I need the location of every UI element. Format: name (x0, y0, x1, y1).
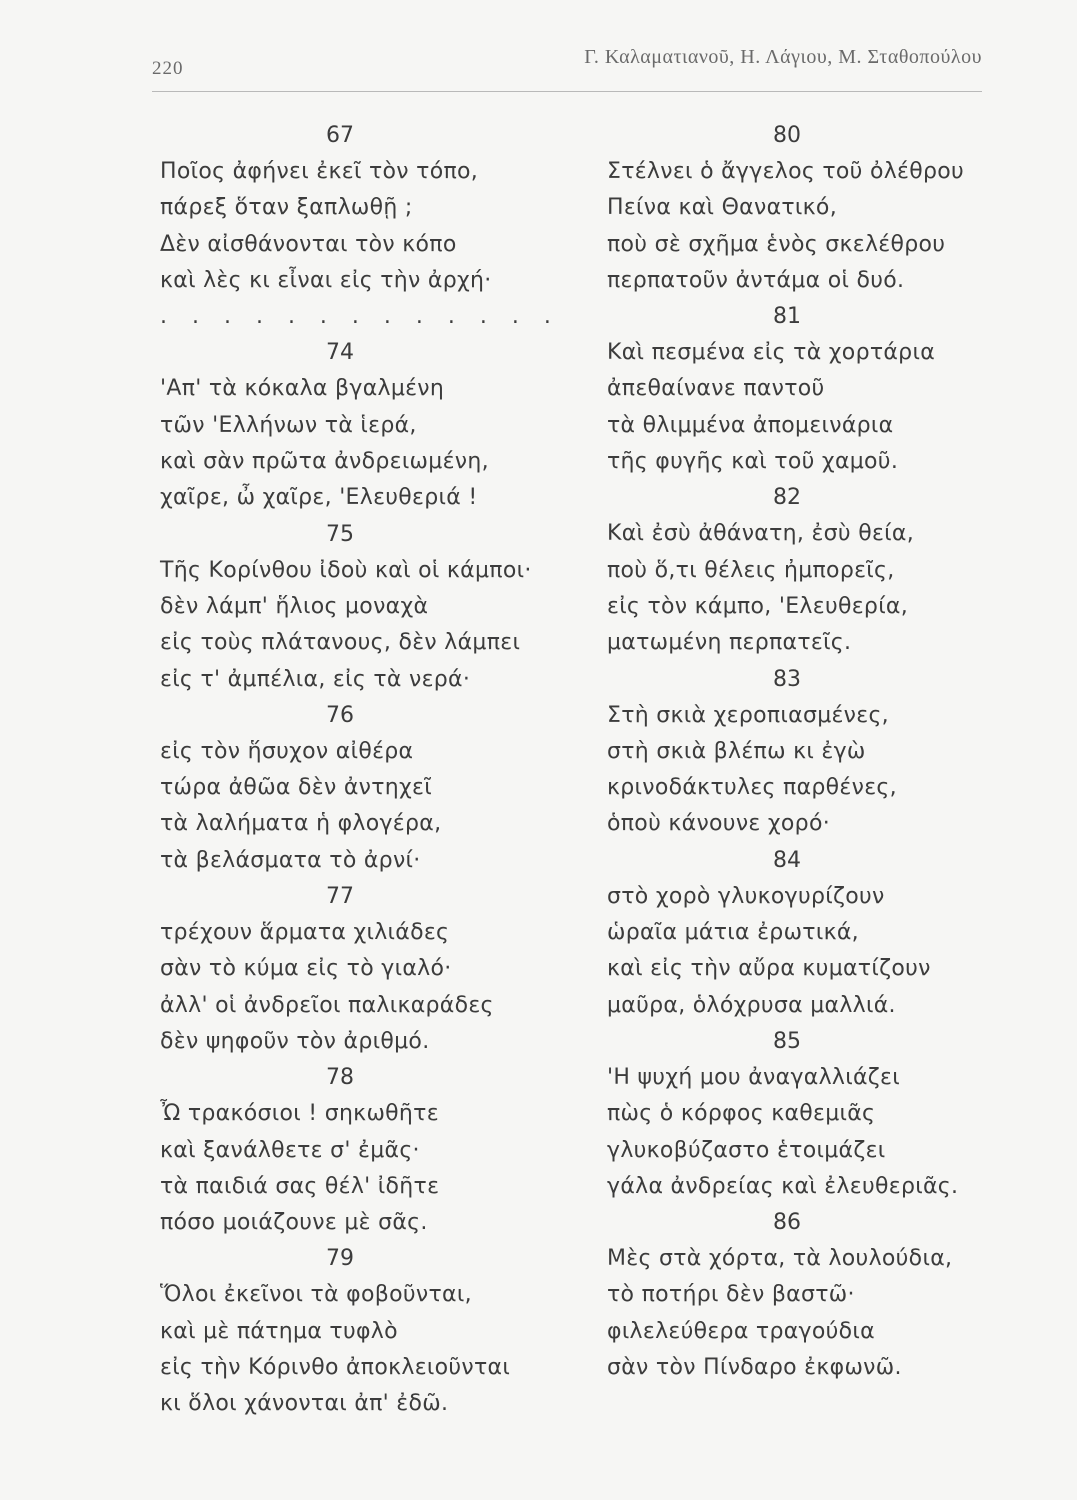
right-column (607, 118, 1007, 1386)
verse-line: ἀπεθαίνανε παντοῦ (607, 376, 825, 402)
verse-line: ποὺ ὅ,τι θέλεις ἠμπορεῖς, (607, 557, 895, 583)
verse-line: φιλελεύθερα τραγούδια (607, 1318, 875, 1344)
verse-line: εἰς τοὺς πλάτανους, δὲν λάμπει (160, 630, 521, 656)
stanza-82 (607, 480, 1007, 661)
verse-line: ἀλλ' οἱ ἀνδρεῖοι παλικαράδες (160, 992, 494, 1018)
verse-line: σὰν τὸν Πίνδαρο ἐκφωνῶ. (607, 1355, 902, 1381)
stanza-number: 67 (326, 123, 354, 148)
verse-line: Καὶ πεσμένα εἰς τὰ χορτάρια (607, 340, 935, 366)
stanza-number: 83 (773, 666, 801, 692)
verse-line: Στέλνει ὁ ἄγγελος τοῦ ὀλέθρου (607, 159, 965, 184)
omission-dots: . . . . . . . . . . . . . (160, 304, 560, 330)
verse-line: εἰς τὴν Κόρινθο ἀποκλειοῦνται (160, 1355, 511, 1381)
stanza-84 (607, 843, 1007, 1024)
verse-line: 'Η ψυχή μου ἀναγαλλιάζει (607, 1064, 900, 1090)
header-rule (152, 91, 982, 92)
stanza-79 (160, 1241, 560, 1422)
verse-line: τρέχουν ἅρματα χιλιάδες (160, 920, 450, 946)
stanza-80 (607, 118, 1007, 299)
verse-line: στὸ χορὸ γλυκογυρίζουν (607, 883, 885, 909)
stanza-83 (607, 662, 1007, 843)
verse-line: τὸ ποτήρι δὲν βαστῶ· (607, 1282, 855, 1308)
stanza-number: 80 (773, 123, 801, 148)
verse-line: εἰς τὸν κάμπο, 'Ελευθερία, (607, 593, 909, 619)
verse-line: ὡραῖα μάτια ἐρωτικά, (607, 920, 859, 946)
verse-line: κρινοδάκτυλες παρθένες, (607, 775, 897, 801)
verse-line: τὰ βελάσματα τὸ ἀρνί· (160, 847, 421, 873)
verse-line: Πείνα καὶ Θανατικό, (607, 195, 837, 221)
verse-line: δὲν λάμπ' ἥλιος μοναχὰ (160, 593, 429, 619)
verse-line: τὰ θλιμμένα ἀπομεινάρια (607, 412, 894, 438)
verse-line: καὶ λὲς κι εἶναι εἰς τὴν ἀρχή· (160, 267, 492, 293)
verse-line: κι ὅλοι χάνονται ἀπ' ἐδῶ. (160, 1391, 449, 1417)
verse-line: σὰν τὸ κύμα εἰς τὸ γιαλό· (160, 956, 452, 982)
verse-line: καὶ εἰς τὴν αὔρα κυματίζουν (607, 956, 931, 982)
stanza-number: 85 (773, 1028, 801, 1054)
verse-line: τώρα ἀθῶα δὲν ἀντηχεῖ (160, 775, 432, 801)
verse-line: Στὴ σκιὰ χεροπιασμένες, (607, 702, 889, 728)
stanza-85 (607, 1024, 1007, 1205)
verse-line: στὴ σκιὰ βλέπω κι ἐγὼ (607, 738, 866, 764)
verse-line: πάρεξ ὅταν ξαπλωθῇ ; (160, 195, 413, 221)
verse-line: Καὶ ἐσὺ ἀθάνατη, ἐσὺ θεία, (607, 521, 915, 547)
verse-line: καὶ ξανάλθετε σ' ἐμᾶς· (160, 1137, 420, 1163)
verse-line: εἰς τὸν ἥσυχον αἰθέρα (160, 738, 414, 764)
verse-line: ποὺ σὲ σχῆμα ἑνὸς σκελέθρου (607, 231, 946, 257)
stanza-78 (160, 1060, 560, 1241)
stanza-number: 82 (773, 485, 801, 511)
verse-line: καὶ σὰν πρῶτα ἀνδρειωμένη, (160, 449, 489, 475)
verse-line: 'Απ' τὰ κόκαλα βγαλμένη (160, 376, 445, 402)
verse-line: πόσο μοιάζουνε μὲ σᾶς. (160, 1210, 428, 1236)
page-header (152, 42, 982, 82)
verse-line: Ὦ τρακόσιοι ! σηκωθῆτε (160, 1101, 439, 1127)
verse-line: τὰ παιδιά σας θέλ' ἰδῆτε (160, 1173, 440, 1199)
verse-line: γάλα ἀνδρείας καὶ ἐλευθεριᾶς. (607, 1173, 959, 1199)
verse-line: γλυκοβύζαστο ἑτοιμάζει (607, 1137, 886, 1163)
running-head: Γ. Καλαματιανοῦ, Η. Λάγιου, Μ. Σταθοπούλου (584, 46, 982, 68)
stanza-number: 77 (326, 884, 354, 910)
verse-line: Ὅλοι ἐκεῖνοι τὰ φοβοῦνται, (160, 1282, 472, 1308)
stanza-number: 74 (326, 340, 354, 366)
verse-line: μαῦρα, ὁλόχρυσα μαλλιά. (607, 992, 896, 1018)
stanza-number: 79 (326, 1246, 354, 1272)
verse-line: ματωμένη περπατεῖς. (607, 630, 852, 656)
stanza-number: 78 (326, 1065, 354, 1091)
stanza-75 (160, 517, 560, 698)
stanza-number: 81 (773, 304, 801, 330)
stanza-number: 75 (326, 521, 354, 547)
verse-line: Δὲν αἰσθάνονται τὸν κόπο (160, 231, 457, 257)
page-number: 220 (152, 58, 184, 79)
verse-line: τὰ λαλήματα ἡ φλογέρα, (160, 811, 442, 837)
verse-line: ὁποὺ κάνουνε χορό· (607, 811, 830, 837)
stanza-number: 86 (773, 1210, 801, 1236)
verse-line: τῆς φυγῆς καὶ τοῦ χαμοῦ. (607, 449, 899, 475)
stanza-number: 84 (773, 847, 801, 873)
verse-line: Τῆς Κορίνθου ἰδοὺ καὶ οἱ κάμποι· (160, 557, 532, 583)
verse-line: δὲν ψηφοῦν τὸν ἀριθμό. (160, 1028, 430, 1054)
verse-line: καὶ μὲ πάτημα τυφλὸ (160, 1318, 398, 1344)
stanza-77 (160, 879, 560, 1060)
stanza-74 (160, 335, 560, 516)
verse-line: χαῖρε, ὦ χαῖρε, 'Ελευθεριά ! (160, 485, 478, 511)
stanza-86 (607, 1205, 1007, 1386)
verse-line: εἰς τ' ἀμπέλια, εἰς τὰ νερά· (160, 666, 471, 692)
stanza-81 (607, 299, 1007, 480)
stanza-number: 76 (326, 702, 354, 728)
verse-line: περπατοῦν ἀντάμα οἱ δυό. (607, 267, 905, 293)
verse-line: τῶν 'Ελλήνων τὰ ἱερά, (160, 412, 417, 438)
stanza-67 (160, 118, 560, 299)
verse-line: Ποῖος ἀφήνει ἐκεῖ τὸν τόπο, (160, 159, 479, 184)
left-column (160, 118, 560, 1423)
stanza-76 (160, 698, 560, 879)
verse-line: Μὲς στὰ χόρτα, τὰ λουλούδια, (607, 1246, 953, 1272)
verse-line: πὼς ὁ κόρφος καθεμιᾶς (607, 1101, 876, 1127)
